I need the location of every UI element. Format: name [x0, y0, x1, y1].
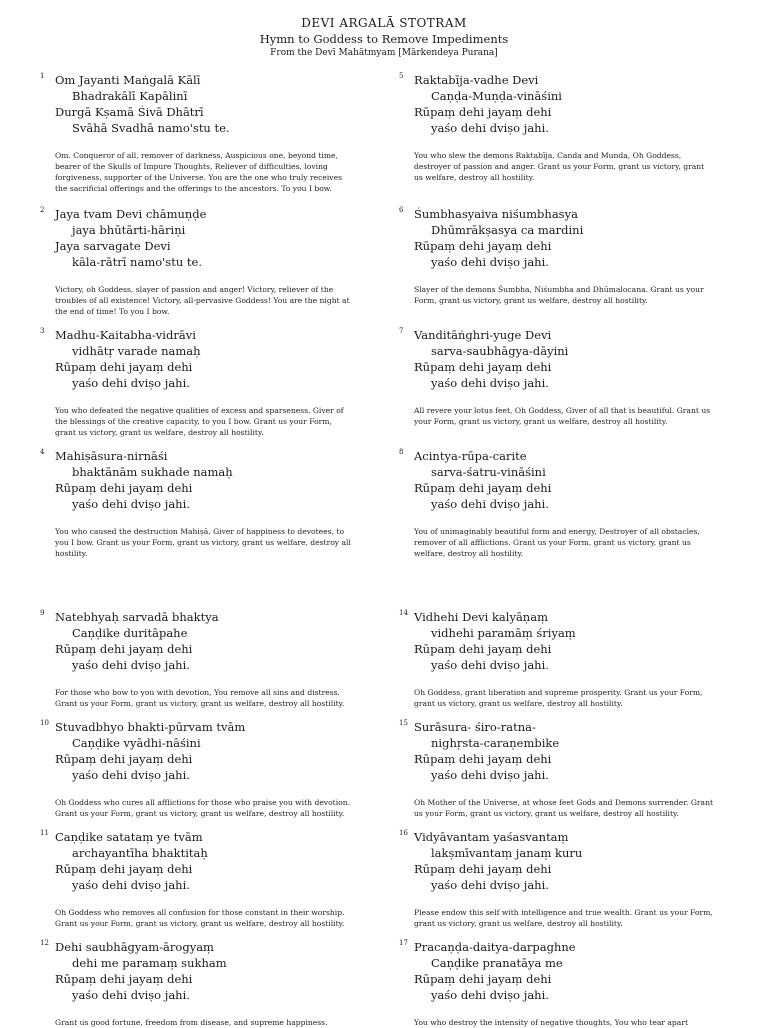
- verse-line: Surāsura- śiro-ratna-: [414, 720, 536, 734]
- verse-translation: Oh Mother of the Universe, at whose feet Gods and Demons surrender. Grant us your Form, grant us victory, grant us welfare, destroy all hostility.: [414, 798, 714, 818]
- verse-line: jaya bhūtārti-hāriṇi: [72, 223, 186, 237]
- verse-number: 17: [399, 939, 408, 947]
- verse-4: [40, 448, 375, 559]
- verse-line: vidhātṛ varade namaḥ: [72, 344, 201, 358]
- verse-line: bhaktānām sukhade namaḥ: [72, 465, 233, 479]
- verse-line: yaśo dehi dviṣo jahi.: [431, 658, 549, 672]
- verse-translation: You who slew the demons Raktabīja, Canda and Munda, Oh Goddess, destroyer of passion and anger. Grant us your Form, grant us victory, grant us welfare, destroy all hostility.: [414, 151, 705, 182]
- verse-line: Vidhehi Devi kalyāṇaṃ: [414, 610, 548, 624]
- verse-translation: You of unimaginably beautiful form and energy, Destroyer of all obstacles, remover of all afflictions. Grant us your Form, grant us victory, grant us welfare, destroy all hostility.: [414, 527, 700, 558]
- verse-line: Mahiṣāsura-nirnāśi: [55, 449, 168, 463]
- verse-line: yaśo dehi dviṣo jahi.: [72, 376, 190, 390]
- verse-8: [399, 448, 734, 559]
- verse-line: Rūpaṃ dehi jayaṃ dehi: [414, 752, 552, 766]
- verse-line: Rūpaṃ dehi jayaṃ dehi: [414, 105, 552, 119]
- verse-line: Rūpaṃ dehi jayaṃ dehi: [414, 360, 552, 374]
- verse-line: dehi me paramaṃ sukham: [72, 956, 227, 970]
- verse-line: Caṇḍike vyādhi-nāśini: [72, 736, 201, 750]
- verse-line: Rūpaṃ dehi jayaṃ dehi: [55, 862, 193, 876]
- verse-line: Jaya sarvagate Devi: [55, 239, 171, 253]
- verse-line: lakṣmīvantaṃ janaṃ kuru: [431, 846, 583, 860]
- document-title: DEVI ARGALĀ STOTRAM: [301, 16, 467, 30]
- verse-line: Natebhyaḥ sarvadā bhaktya: [55, 610, 219, 624]
- verse-line: kāla-rātrī namo'stu te.: [72, 255, 202, 269]
- verse-translation: Victory, oh Goddess, slayer of passion and anger! Victory, reliever of the troubles of all existence! Victory, all-pervasive Goddess! You are the night at the end of time! To you I bow.: [55, 285, 350, 316]
- verse-line: vidhehi paramāṃ śriyaṃ: [431, 626, 576, 640]
- verse-line: Acintya-rūpa-carite: [414, 449, 527, 463]
- verse-translation: Om. Conqueror of all, remover of darkness, Auspicious one, beyond time, bearer of the Skulls of Impure Thoughts, Reliever of difficulties, loving forgiveness, supporter of the Universe. You are the one who truly receives the sacrificial offerings and the offerings to the ancestors. To you I bow.: [55, 151, 342, 193]
- verse-2: [40, 206, 375, 317]
- verse-10: [40, 719, 375, 819]
- verse-line: Caṇḍike satataṃ ye tvām: [55, 830, 203, 844]
- verse-line: yaśo dehi dviṣo jahi.: [431, 121, 549, 135]
- verse-line: yaśo dehi dviṣo jahi.: [72, 658, 190, 672]
- verse-line: Rūpaṃ dehi jayaṃ dehi: [55, 481, 193, 495]
- verse-line: Dhūmrākṣasya ca mardini: [431, 223, 584, 237]
- verse-line: yaśo dehi dviṣo jahi.: [72, 497, 190, 511]
- verse-number: 10: [40, 719, 49, 727]
- document-subtitle: Hymn to Goddess to Remove Impediments: [259, 32, 509, 46]
- verse-number: 5: [399, 72, 404, 80]
- verse-translation: You who destroy the intensity of negative thoughts, You who tear apart: [414, 1018, 689, 1027]
- verse-11: [40, 829, 375, 929]
- verse-number: 15: [399, 719, 408, 727]
- verse-number: 14: [399, 609, 408, 617]
- verse-line: Stuvadbhyo bhakti-pūrvam tvām: [55, 720, 246, 734]
- verse-line: yaśo dehi dviṣo jahi.: [72, 768, 190, 782]
- verse-line: yaśo dehi dviṣo jahi.: [431, 255, 549, 269]
- document-source: From the Devī Mahātmyam [Mārkendeya Purana]: [270, 48, 498, 58]
- verse-6: [399, 206, 734, 306]
- verse-line: yaśo dehi dviṣo jahi.: [431, 878, 549, 892]
- verse-number: 2: [40, 206, 45, 214]
- verse-line: Rūpaṃ dehi jayaṃ dehi: [414, 481, 552, 495]
- verse-line: yaśo dehi dviṣo jahi.: [431, 988, 549, 1002]
- verse-line: Pracaṇḍa-daitya-darpaghne: [414, 940, 576, 954]
- verse-9: [40, 609, 375, 709]
- verse-line: Rūpaṃ dehi jayaṃ dehi: [55, 642, 193, 656]
- verse-translation: Slayer of the demons Śumbha, Niśumbha and Dhūmalocana. Grant us your Form, grant us victory, grant us welfare, destroy all hostility.: [414, 285, 704, 305]
- verse-translation: For those who bow to you with devotion, You remove all sins and distress. Grant us your Form, grant us victory, grant us welfare, destroy all hostility.: [55, 688, 345, 708]
- verse-number: 7: [399, 327, 404, 335]
- verse-translation: Grant us good fortune, freedom from disease, and supreme happiness.: [55, 1018, 328, 1027]
- verse-translation: Oh Goddess, grant liberation and supreme prosperity. Grant us your Form, grant us victory, grant us welfare, destroy all hostility.: [414, 688, 703, 708]
- verse-number: 11: [40, 829, 49, 837]
- verse-line: Caṇḍike duritāpahe: [72, 626, 188, 640]
- verse-line: Rūpaṃ dehi jayaṃ dehi: [55, 972, 193, 986]
- verse-number: 3: [40, 327, 45, 335]
- verse-3: [40, 327, 375, 438]
- verse-line: Svāhā Svadhā namo'stu te.: [72, 121, 230, 135]
- verse-translation: Oh Goddess who cures all afflictions for those who praise you with devotion. Grant us your Form, grant us victory, grant us welfare, destroy all hostility.: [55, 798, 351, 818]
- verse-number: 4: [40, 448, 45, 456]
- verse-line: nighṛsta-caraṇembike: [431, 736, 560, 750]
- verse-number: 6: [399, 206, 404, 214]
- verse-line: Madhu-Kaitabha-vidrāvi: [55, 328, 196, 342]
- verse-translation: You who defeated the negative qualities of excess and sparseness, Giver of the blessings of the creative capacity, to you I bow. Grant us your Form, grant us victory, grant us welfare, destroy all hostility.: [55, 406, 344, 437]
- verse-1: [40, 72, 375, 194]
- verse-translation: You who caused the destruction Mahiṣā, Giver of happiness to devotees, to you I bow. Grant us your Form, grant us victory, grant us welfare, destroy all hostility.: [55, 527, 351, 558]
- verse-line: Bhadrakālī Kapālinī: [72, 89, 188, 103]
- verse-line: Dehi saubhāgyam-ārogyaṃ: [55, 940, 214, 954]
- verse-5: [399, 72, 734, 183]
- verse-16: [399, 829, 734, 929]
- verse-translation: Please endow this self with intelligence and true wealth. Grant us your Form, grant us victory, grant us welfare, destroy all hostility.: [414, 908, 713, 928]
- verse-line: Rūpaṃ dehi jayaṃ dehi: [414, 862, 552, 876]
- verse-line: yaśo dehi dviṣo jahi.: [72, 988, 190, 1002]
- verse-line: Durgā Kṣamā Śivā Dhātrī: [55, 105, 204, 119]
- verse-line: Caṇḍa-Muṇḍa-vināśini: [431, 89, 562, 103]
- verse-17: [399, 939, 734, 1028]
- verse-7: [399, 327, 734, 427]
- verse-line: Rūpaṃ dehi jayaṃ dehi: [55, 752, 193, 766]
- verse-line: yaśo dehi dviṣo jahi.: [431, 768, 549, 782]
- verse-line: sarva-saubhāgya-dāyini: [431, 344, 569, 358]
- verse-line: Om Jayanti Maṅgalā Kālī: [55, 73, 201, 87]
- verse-number: 8: [399, 448, 404, 456]
- verse-translation: Oh Goddess who removes all confusion for those constant in their worship. Grant us your Form, grant us victory, grant us welfare, destroy all hostility.: [55, 908, 345, 928]
- verse-line: archayantīha bhaktitaḥ: [72, 846, 208, 860]
- verse-line: Śumbhasyaiva niśumbhasya: [414, 207, 578, 221]
- verse-number: 9: [40, 609, 45, 617]
- verse-number: 1: [40, 72, 45, 80]
- verse-translation: All revere your lotus feet, Oh Goddess, Giver of all that is beautiful. Grant us your Form, grant us victory, grant us welfare, destroy all hostility.: [414, 406, 711, 426]
- verse-line: Jaya tvam Devi chāmuṇḍe: [55, 207, 207, 221]
- verse-line: yaśo dehi dviṣo jahi.: [72, 878, 190, 892]
- verse-14: [399, 609, 734, 709]
- verse-line: Rūpaṃ dehi jayaṃ dehi: [414, 642, 552, 656]
- verse-line: Rūpaṃ dehi jayaṃ dehi: [55, 360, 193, 374]
- verse-number: 16: [399, 829, 408, 837]
- verse-line: Vidyāvantam yaśasvantaṃ: [414, 830, 569, 844]
- verse-line: Rūpaṃ dehi jayaṃ dehi: [414, 239, 552, 253]
- document-header: [0, 16, 768, 59]
- verse-line: Caṇḍike pranatāya me: [431, 956, 563, 970]
- verse-number: 12: [40, 939, 49, 947]
- verse-line: Rūpaṃ dehi jayaṃ dehi: [414, 972, 552, 986]
- verse-line: Raktabīja-vadhe Devi: [414, 73, 539, 87]
- verse-line: Vanditāṅghri-yuge Devi: [414, 328, 552, 342]
- verse-line: yaśo dehi dviṣo jahi.: [431, 497, 549, 511]
- verse-line: yaśo dehi dviṣo jahi.: [431, 376, 549, 390]
- verse-15: [399, 719, 734, 819]
- verse-line: sarva-śatru-vināśini: [431, 465, 546, 479]
- verse-12: [40, 939, 375, 1028]
